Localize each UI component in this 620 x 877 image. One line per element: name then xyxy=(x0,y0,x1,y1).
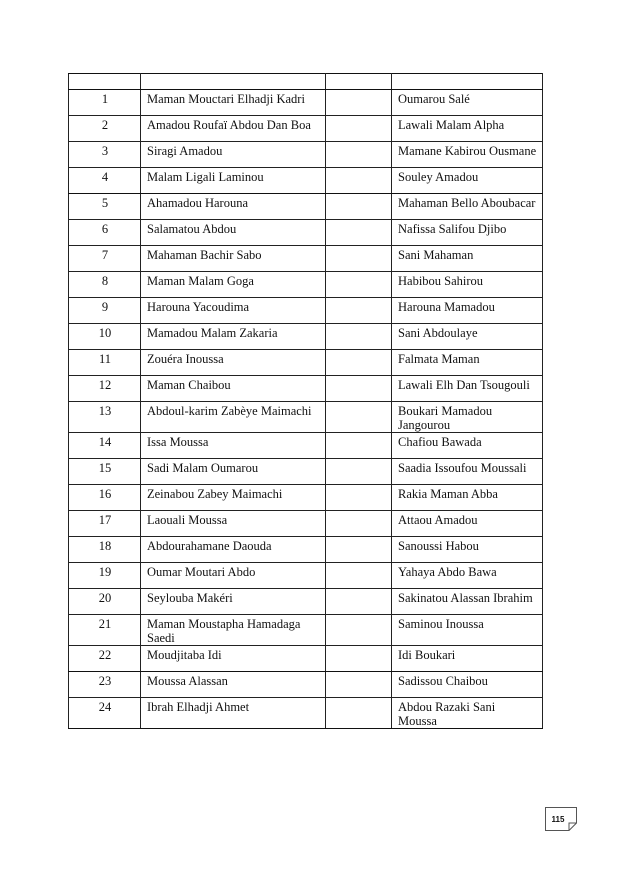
name-cell-a: Harouna Yacoudima xyxy=(141,298,326,324)
row-number: 4 xyxy=(69,168,141,194)
table-row xyxy=(69,298,543,324)
name-cell-a: Ibrah Elhadji Ahmet xyxy=(141,698,326,729)
name-cell-a: Mamadou Malam Zakaria xyxy=(141,324,326,350)
empty-cell xyxy=(326,220,392,246)
table-row xyxy=(69,615,543,646)
name-cell-a: Ahamadou Harouna xyxy=(141,194,326,220)
name-cell-a: Maman Malam Goga xyxy=(141,272,326,298)
name-cell-a: Maman Chaibou xyxy=(141,376,326,402)
name-cell-a: Sadi Malam Oumarou xyxy=(141,459,326,485)
row-number: 15 xyxy=(69,459,141,485)
name-cell-a: Malam Ligali Laminou xyxy=(141,168,326,194)
row-number: 21 xyxy=(69,615,141,646)
empty-cell xyxy=(326,194,392,220)
table-row xyxy=(69,90,543,116)
row-number: 5 xyxy=(69,194,141,220)
header-cell xyxy=(392,74,543,90)
table-row xyxy=(69,376,543,402)
row-number: 20 xyxy=(69,589,141,615)
name-cell-b: Chafiou Bawada xyxy=(392,433,543,459)
empty-cell xyxy=(326,511,392,537)
table-row xyxy=(69,168,543,194)
header-cell xyxy=(326,74,392,90)
row-number: 2 xyxy=(69,116,141,142)
row-number: 23 xyxy=(69,672,141,698)
row-number: 9 xyxy=(69,298,141,324)
row-number: 11 xyxy=(69,350,141,376)
table-row xyxy=(69,246,543,272)
name-cell-b: Abdou Razaki Sani Moussa xyxy=(392,698,543,729)
table-row xyxy=(69,116,543,142)
name-cell-b: Saadia Issoufou Moussali xyxy=(392,459,543,485)
table-row xyxy=(69,646,543,672)
name-cell-b: Lawali Elh Dan Tsougouli xyxy=(392,376,543,402)
row-number: 12 xyxy=(69,376,141,402)
empty-cell xyxy=(326,402,392,433)
empty-cell xyxy=(326,646,392,672)
row-number: 8 xyxy=(69,272,141,298)
name-cell-a: Maman Mouctari Elhadji Kadri xyxy=(141,90,326,116)
name-cell-b: Habibou Sahirou xyxy=(392,272,543,298)
name-cell-a: Seylouba Makéri xyxy=(141,589,326,615)
row-number: 17 xyxy=(69,511,141,537)
table-row xyxy=(69,324,543,350)
name-cell-a: Siragi Amadou xyxy=(141,142,326,168)
name-cell-b: Mamane Kabirou Ousmane xyxy=(392,142,543,168)
table-row xyxy=(69,433,543,459)
table-row xyxy=(69,537,543,563)
empty-cell xyxy=(326,272,392,298)
roster-body xyxy=(69,74,543,729)
name-cell-a: Salamatou Abdou xyxy=(141,220,326,246)
empty-cell xyxy=(326,90,392,116)
page-number: 115 xyxy=(551,815,565,824)
table-row xyxy=(69,142,543,168)
table-row xyxy=(69,220,543,246)
name-cell-b: Boukari Mamadou Jangourou xyxy=(392,402,543,433)
name-cell-b: Lawali Malam Alpha xyxy=(392,116,543,142)
table-row xyxy=(69,672,543,698)
empty-cell xyxy=(326,589,392,615)
table-row xyxy=(69,272,543,298)
header-cell xyxy=(69,74,141,90)
name-cell-b: Sani Abdoulaye xyxy=(392,324,543,350)
empty-cell xyxy=(326,298,392,324)
row-number: 1 xyxy=(69,90,141,116)
row-number: 19 xyxy=(69,563,141,589)
empty-cell xyxy=(326,537,392,563)
header-row xyxy=(69,74,543,90)
empty-cell xyxy=(326,433,392,459)
name-cell-a: Moudjitaba Idi xyxy=(141,646,326,672)
name-cell-a: Mahaman Bachir Sabo xyxy=(141,246,326,272)
empty-cell xyxy=(326,459,392,485)
empty-cell xyxy=(326,698,392,729)
name-cell-a: Oumar Moutari Abdo xyxy=(141,563,326,589)
table-row xyxy=(69,698,543,729)
table-row xyxy=(69,402,543,433)
row-number: 3 xyxy=(69,142,141,168)
name-cell-a: Zeinabou Zabey Maimachi xyxy=(141,485,326,511)
name-cell-b: Mahaman Bello Aboubacar xyxy=(392,194,543,220)
page-number-badge xyxy=(545,807,577,831)
name-cell-b: Saminou Inoussa xyxy=(392,615,543,646)
name-cell-b: Idi Boukari xyxy=(392,646,543,672)
table-row xyxy=(69,511,543,537)
name-cell-b: Sakinatou Alassan Ibrahim xyxy=(392,589,543,615)
row-number: 24 xyxy=(69,698,141,729)
name-cell-b: Attaou Amadou xyxy=(392,511,543,537)
name-cell-b: Nafissa Salifou Djibo xyxy=(392,220,543,246)
table-row xyxy=(69,589,543,615)
name-cell-b: Harouna Mamadou xyxy=(392,298,543,324)
name-cell-b: Oumarou Salé xyxy=(392,90,543,116)
empty-cell xyxy=(326,142,392,168)
roster-table xyxy=(68,73,543,729)
empty-cell xyxy=(326,563,392,589)
empty-cell xyxy=(326,246,392,272)
name-cell-b: Sadissou Chaibou xyxy=(392,672,543,698)
empty-cell xyxy=(326,116,392,142)
row-number: 22 xyxy=(69,646,141,672)
name-cell-a: Moussa Alassan xyxy=(141,672,326,698)
name-cell-b: Falmata Maman xyxy=(392,350,543,376)
row-number: 14 xyxy=(69,433,141,459)
name-cell-a: Abdoul-karim Zabèye Maimachi xyxy=(141,402,326,433)
name-cell-a: Laouali Moussa xyxy=(141,511,326,537)
table-row xyxy=(69,485,543,511)
table-row xyxy=(69,459,543,485)
empty-cell xyxy=(326,672,392,698)
name-cell-a: Issa Moussa xyxy=(141,433,326,459)
name-cell-a: Maman Moustapha Hamadaga Saedi xyxy=(141,615,326,646)
name-cell-a: Zouéra Inoussa xyxy=(141,350,326,376)
empty-cell xyxy=(326,376,392,402)
table-row xyxy=(69,194,543,220)
name-cell-b: Yahaya Abdo Bawa xyxy=(392,563,543,589)
name-cell-b: Souley Amadou xyxy=(392,168,543,194)
row-number: 16 xyxy=(69,485,141,511)
name-cell-b: Sani Mahaman xyxy=(392,246,543,272)
table-row xyxy=(69,350,543,376)
empty-cell xyxy=(326,350,392,376)
name-cell-a: Abdourahamane Daouda xyxy=(141,537,326,563)
row-number: 6 xyxy=(69,220,141,246)
row-number: 13 xyxy=(69,402,141,433)
row-number: 10 xyxy=(69,324,141,350)
empty-cell xyxy=(326,168,392,194)
row-number: 7 xyxy=(69,246,141,272)
header-cell xyxy=(141,74,326,90)
row-number: 18 xyxy=(69,537,141,563)
name-cell-b: Rakia Maman Abba xyxy=(392,485,543,511)
empty-cell xyxy=(326,485,392,511)
table-row xyxy=(69,563,543,589)
empty-cell xyxy=(326,324,392,350)
empty-cell xyxy=(326,615,392,646)
name-cell-b: Sanoussi Habou xyxy=(392,537,543,563)
name-cell-a: Amadou Roufaï Abdou Dan Boa xyxy=(141,116,326,142)
